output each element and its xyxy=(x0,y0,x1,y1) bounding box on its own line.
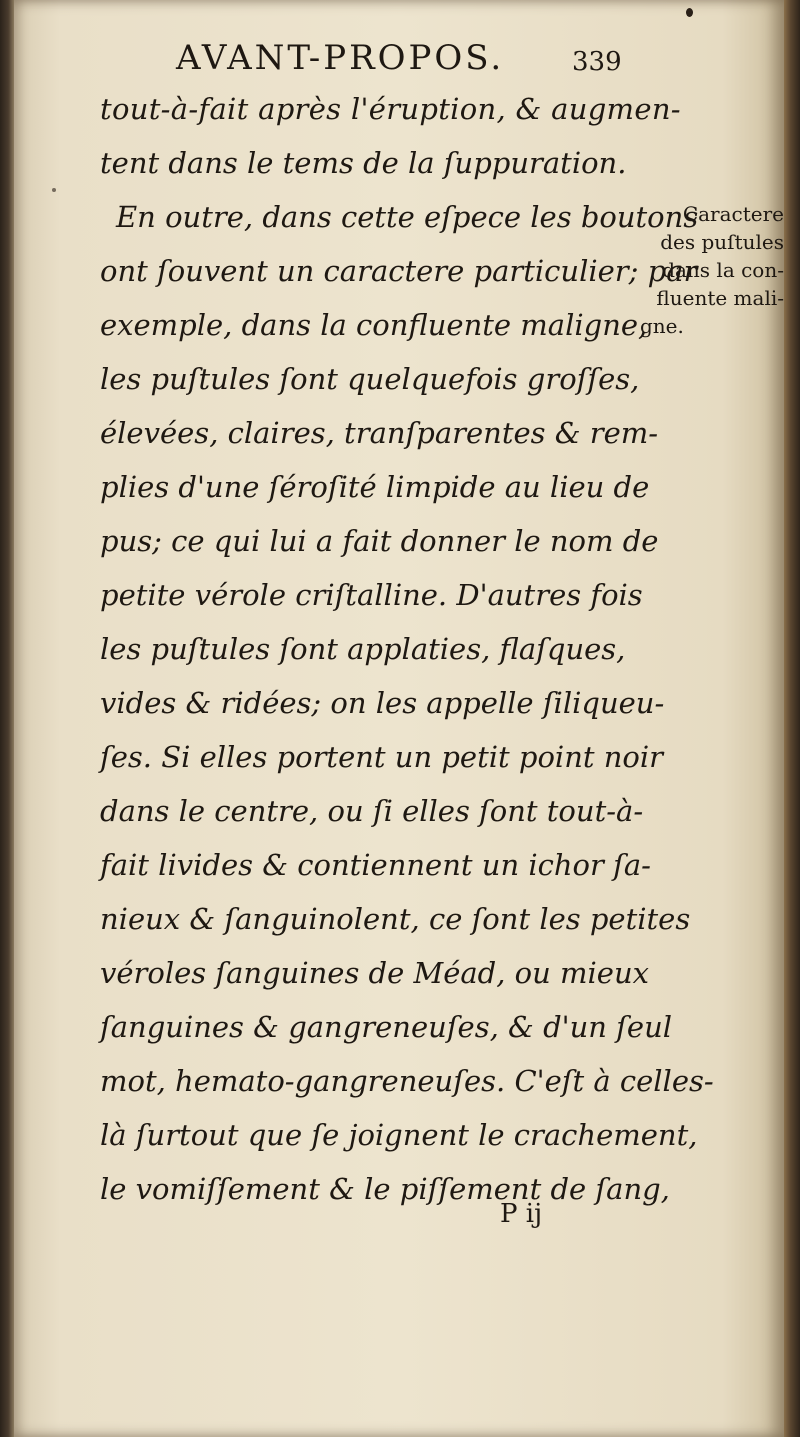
text-line: ſes. Si elles portent un petit point noir xyxy=(100,740,664,774)
body-text xyxy=(100,82,714,1216)
text-line: véroles ſanguines de Méad, ou mieux xyxy=(100,956,649,990)
text-line: pus; ce qui lui a fait donner le nom de xyxy=(100,524,659,558)
text-line: vides & ridées; on les appelle ſiliqueu- xyxy=(100,686,665,720)
text-line: mot, hemato-gangreneuſes. C'eſt à celles- xyxy=(100,1064,714,1098)
text-line: ſanguines & gangreneuſes, & d'un ſeul xyxy=(100,1010,673,1044)
text-line: exemple, dans la confluente maligne, xyxy=(100,308,648,342)
text-line: plies d'une ſéroſité limpide au lieu de xyxy=(100,470,650,504)
text-line: nieux & ſanguinolent, ce ſont les petites xyxy=(100,902,691,936)
margin-note-line: Caractere xyxy=(682,202,784,226)
ink-speck xyxy=(52,188,56,192)
book-gutter-left xyxy=(0,0,14,1437)
text-line: tout-à-fait après l'éruption, & augmen- xyxy=(100,92,681,126)
text-line: fait livides & contiennent un ichor ſa- xyxy=(100,848,651,882)
text-line: petite vérole criſtalline. D'autres fois xyxy=(100,578,643,612)
margin-note-line: des puſtules xyxy=(660,230,784,254)
text-line: dans le centre, ou ſi elles ſont tout-à- xyxy=(100,794,644,828)
margin-note-line: gne. xyxy=(640,314,684,338)
margin-note-line: fluente mali- xyxy=(656,286,784,310)
ink-speck xyxy=(686,8,693,17)
signature-mark: P ij xyxy=(500,1199,543,1229)
text-line: les puſtules ſont quelquefois groſſes, xyxy=(100,362,640,396)
text-line: ont ſouvent un caractere particulier; par xyxy=(100,254,698,288)
text-line: le vomiſſement & le piſſement de ſang, xyxy=(100,1172,670,1206)
page-header xyxy=(160,34,660,82)
text-line: les puſtules ſont applaties, flaſques, xyxy=(100,632,626,666)
text-line: tent dans le tems de la ſuppuration. xyxy=(100,146,627,180)
page-number: 339 xyxy=(572,47,622,77)
margin-note-line: dans la con- xyxy=(662,258,784,282)
text-line: élevées, claires, tranſparentes & rem- xyxy=(100,416,659,450)
text-line: En outre, dans cette eſpece les boutons xyxy=(116,200,699,234)
text-line: là ſurtout que ſe joignent le crachement, xyxy=(100,1118,698,1152)
running-title: AVANT-PROPOS. xyxy=(176,38,505,78)
book-page-edge-right xyxy=(784,0,800,1437)
margin-note xyxy=(604,200,784,340)
